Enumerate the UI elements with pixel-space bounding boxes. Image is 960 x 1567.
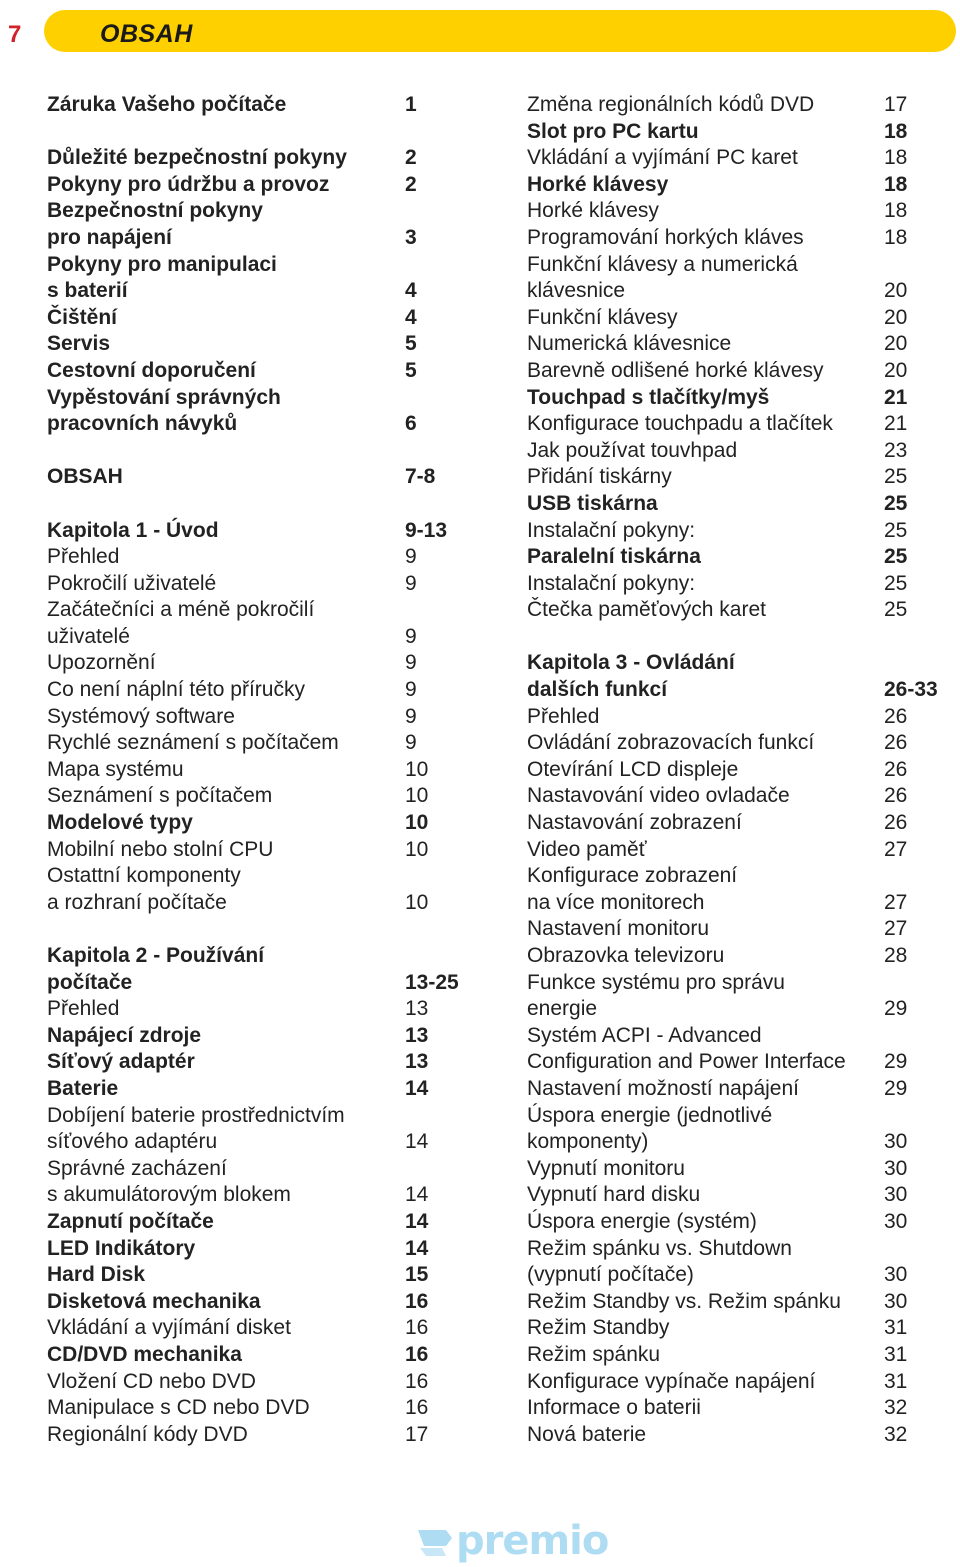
- toc-entry-page: 18: [884, 172, 908, 196]
- toc-entry: [47, 145, 477, 172]
- toc-entry-page: 25: [884, 465, 908, 489]
- toc-entry-label: Manipulace s CD nebo DVD: [47, 1396, 310, 1420]
- toc-entry-page: 10: [405, 757, 429, 781]
- toc-entry: [527, 1182, 947, 1209]
- toc-entry: [527, 491, 947, 518]
- toc-entry-page: 21: [884, 385, 908, 409]
- toc-entry-label: Čištění: [47, 305, 118, 329]
- toc-entry-label: OBSAH: [47, 465, 123, 489]
- toc-entry-label: LED Indikátory: [47, 1236, 196, 1260]
- toc-entry: [47, 650, 477, 677]
- toc-entry: [527, 385, 947, 412]
- toc-entry-label: pracovních návyků: [47, 412, 238, 436]
- toc-entry-label: počítače: [47, 970, 133, 994]
- toc-entry: [527, 597, 947, 624]
- toc-entry: [47, 783, 477, 810]
- toc-entry: [527, 996, 947, 1023]
- toc-entry-label: síťového adaptéru: [47, 1130, 218, 1154]
- toc-entry-label: Horké klávesy: [527, 172, 669, 196]
- toc-entry-label: Instalační pokyny:: [527, 571, 696, 595]
- toc-entry-label: Úspora energie (systém): [527, 1209, 757, 1233]
- toc-entry: [527, 704, 947, 731]
- toc-entry-page: 30: [884, 1156, 908, 1180]
- toc-entry-page: 28: [884, 944, 908, 967]
- toc-entry: [527, 916, 947, 943]
- toc-entry-page: 14: [405, 1076, 429, 1100]
- toc-entry-page: 32: [884, 1422, 908, 1446]
- toc-entry: [47, 1422, 477, 1449]
- toc-entry: [47, 837, 477, 864]
- toc-entry-page: 27: [884, 890, 908, 914]
- toc-entry-page: 23: [884, 438, 908, 462]
- toc-entry-page: 26: [884, 704, 908, 728]
- toc-entry: [47, 1156, 477, 1183]
- toc-entry: [47, 1262, 477, 1289]
- toc-entry-page: 9: [405, 678, 417, 702]
- toc-entry-label: Konfigurace touchpadu a tlačítek: [527, 412, 833, 436]
- toc-entry-page: 14: [405, 1236, 429, 1260]
- toc-entry: [527, 1156, 947, 1183]
- toc-entry-label: Kapitola 3 - Ovládání: [527, 651, 735, 675]
- toc-entry-label: Co není náplní této příručky: [47, 678, 305, 702]
- toc-entry: [47, 970, 477, 997]
- toc-entry: [47, 1182, 477, 1209]
- toc-entry: [47, 518, 477, 545]
- toc-entry-page: 5: [405, 358, 417, 382]
- toc-entry: [527, 464, 947, 491]
- toc-entry-page: 9-13: [405, 518, 448, 542]
- toc-entry-label: Nastavování zobrazení: [527, 811, 742, 835]
- toc-entry-label: Paralelní tiskárna: [527, 545, 701, 569]
- toc-entry: [527, 305, 947, 332]
- toc-entry-page: 20: [884, 358, 908, 382]
- toc-entry-label: Video paměť: [527, 837, 647, 861]
- toc-entry-page: 9: [405, 731, 417, 755]
- toc-entry: [47, 1289, 477, 1316]
- toc-entry: [527, 624, 947, 651]
- toc-entry: [527, 571, 947, 598]
- toc-entry-page: 15: [405, 1263, 429, 1287]
- toc-entry: [527, 1076, 947, 1103]
- toc-entry-label: Systémový software: [47, 704, 235, 728]
- toc-entry: [47, 1395, 477, 1422]
- toc-entry-page: 31: [884, 1316, 908, 1340]
- toc-entry-page: 26-33: [884, 678, 938, 702]
- toc-entry: [527, 730, 947, 757]
- toc-entry: [47, 198, 477, 225]
- toc-entry-page: 30: [884, 1209, 908, 1233]
- toc-entry-page: 9: [405, 704, 417, 728]
- toc-entry-page: 16: [405, 1369, 429, 1393]
- toc-entry-label: Rychlé seznámení s počítačem: [47, 731, 339, 755]
- toc-entry-label: Instalační pokyny:: [527, 518, 696, 542]
- toc-entry-label: Touchpad s tlačítky/myš: [527, 385, 770, 409]
- toc-entry: [527, 145, 947, 172]
- toc-entry-page: 1: [405, 93, 417, 116]
- toc-entry: [527, 438, 947, 465]
- toc-entry-label: dalších funkcí: [527, 678, 668, 702]
- toc-entry-label: s akumulátorovým blokem: [47, 1183, 291, 1207]
- toc-entry: [527, 278, 947, 305]
- toc-entry-label: Napájecí zdroje: [47, 1023, 202, 1047]
- toc-entry-page: 16: [405, 1289, 429, 1313]
- toc-entry: [47, 278, 477, 305]
- toc-entry-page: 4: [405, 305, 417, 329]
- toc-entry: [527, 890, 947, 917]
- toc-entry: [47, 92, 477, 119]
- logo-wordmark: premio: [456, 1518, 609, 1564]
- toc-entry-label: Mobilní nebo stolní CPU: [47, 837, 274, 861]
- toc-entry-page: 10: [405, 811, 429, 835]
- toc-entry: [527, 1209, 947, 1236]
- toc-entry: [47, 890, 477, 917]
- toc-entry: [527, 544, 947, 571]
- toc-entry-page: 10: [405, 837, 429, 861]
- toc-entry: [47, 704, 477, 731]
- toc-entry-page: 14: [405, 1209, 429, 1233]
- toc-entry: [47, 1315, 477, 1342]
- toc-entry: [47, 464, 477, 491]
- toc-entry-page: 30: [884, 1289, 908, 1313]
- toc-entry-label: Pokročilí uživatelé: [47, 571, 217, 595]
- toc-entry-page: 13: [405, 1050, 429, 1074]
- toc-entry-label: USB tiskárna: [527, 491, 658, 515]
- toc-entry: [47, 358, 477, 385]
- toc-entry-label: Vkládání a vyjímání disket: [47, 1316, 291, 1340]
- toc-entry: [527, 1289, 947, 1316]
- toc-entry: [527, 783, 947, 810]
- toc-entry: [47, 677, 477, 704]
- toc-entry-label: Změna regionálních kódů DVD: [527, 93, 815, 116]
- toc-entry: [527, 411, 947, 438]
- toc-entry-label: Síťový adaptér: [47, 1050, 195, 1074]
- footer-logo: [416, 1518, 609, 1566]
- toc-entry-label: Zapnutí počítače: [47, 1209, 214, 1233]
- toc-entry: [47, 544, 477, 571]
- toc-entry-page: 9: [405, 571, 417, 595]
- toc-entry-page: 13: [405, 1023, 429, 1047]
- toc-entry-label: Vkládání a vyjímání PC karet: [527, 146, 798, 170]
- toc-entry-label: Jak používat touvhpad: [527, 438, 738, 462]
- toc-entry: [47, 571, 477, 598]
- toc-entry: [47, 597, 477, 624]
- toc-entry-page: 18: [884, 225, 908, 249]
- toc-entry-label: Systém ACPI - Advanced: [527, 1023, 762, 1047]
- toc-entry-page: 32: [884, 1396, 908, 1420]
- toc-entry-label: Vypěstování správných: [47, 385, 281, 409]
- toc-entry-label: na více monitorech: [527, 890, 705, 914]
- toc-entry-page: 29: [884, 1050, 908, 1074]
- toc-entry-page: 4: [405, 279, 417, 303]
- toc-entry-label: Baterie: [47, 1076, 119, 1100]
- toc-entry: [527, 518, 947, 545]
- toc-entry-label: Nastavení monitoru: [527, 917, 710, 941]
- toc-entry: [527, 1369, 947, 1396]
- toc-entry-label: Režim Standby: [527, 1316, 670, 1340]
- toc-entry-page: 26: [884, 784, 908, 808]
- toc-entry-page: 29: [884, 1076, 908, 1100]
- toc-entry-page: 14: [405, 1183, 429, 1207]
- toc-entry-label: Nastavení možností napájení: [527, 1076, 799, 1100]
- toc-entry: [47, 225, 477, 252]
- toc-entry-page: 25: [884, 491, 908, 515]
- toc-entry-label: Přehled: [47, 997, 120, 1021]
- toc-entry-label: Přehled: [527, 704, 600, 728]
- toc-entry: [527, 1023, 947, 1050]
- toc-entry-page: 17: [884, 93, 908, 116]
- toc-entry: [47, 1076, 477, 1103]
- toc-entry-label: Vložení CD nebo DVD: [47, 1369, 256, 1393]
- toc-entry: [47, 996, 477, 1023]
- toc-entry: [47, 438, 477, 465]
- toc-entry: [47, 943, 477, 970]
- toc-entry-page: 16: [405, 1316, 429, 1340]
- toc-entry: [47, 305, 477, 332]
- toc-entry-label: pro napájení: [47, 225, 172, 249]
- toc-entry-page: 9: [405, 651, 417, 675]
- toc-entry-label: Dobíjení baterie prostřednictvím: [47, 1103, 345, 1127]
- toc-entry-page: 30: [884, 1183, 908, 1207]
- toc-entry-label: Informace o baterii: [527, 1396, 701, 1420]
- toc-entry: [47, 916, 477, 943]
- toc-entry-label: Záruka Vašeho počítače: [47, 93, 287, 116]
- toc-entry: [527, 225, 947, 252]
- toc-entry-page: 31: [884, 1342, 908, 1366]
- toc-entry-page: 25: [884, 545, 908, 569]
- toc-entry-page: 26: [884, 811, 908, 835]
- toc-entry-page: 18: [884, 119, 908, 143]
- toc-entry-label: Horké klávesy: [527, 199, 659, 223]
- toc-entry: [527, 198, 947, 225]
- toc-entry: [527, 1315, 947, 1342]
- toc-entry-label: a rozhraní počítače: [47, 890, 227, 914]
- toc-entry-label: Servis: [47, 332, 111, 356]
- toc-entry-label: Pokyny pro manipulaci: [47, 252, 277, 276]
- toc-entry-page: 27: [884, 837, 908, 861]
- toc-entry-label: Začátečníci a méně pokročilí: [47, 598, 315, 622]
- toc-entry: [47, 119, 477, 146]
- toc-entry-label: Numerická klávesnice: [527, 332, 732, 356]
- toc-entry-page: 14: [405, 1130, 429, 1154]
- toc-entry: [47, 1103, 477, 1130]
- toc-entry-label: Modelové typy: [47, 811, 193, 835]
- toc-entry-label: Barevně odlišené horké klávesy: [527, 358, 824, 382]
- toc-entry: [47, 810, 477, 837]
- toc-entry-page: 29: [884, 997, 908, 1021]
- toc-entry-page: 5: [405, 332, 417, 356]
- toc-entry: [47, 624, 477, 651]
- toc-entry-label: Konfigurace vypínače napájení: [527, 1369, 816, 1393]
- toc-entry: [527, 1262, 947, 1289]
- toc-entry-label: s baterií: [47, 279, 128, 303]
- toc-entry-label: Hard Disk: [47, 1263, 146, 1287]
- toc-entry-label: Režim spánku: [527, 1342, 661, 1366]
- toc-entry-label: Nová baterie: [527, 1422, 647, 1446]
- toc-entry-page: 7-8: [405, 465, 436, 489]
- toc-entry-label: Regionální kódy DVD: [47, 1422, 248, 1446]
- toc-entry-label: Úspora energie (jednotlivé: [527, 1103, 773, 1127]
- toc-entry-label: (vypnutí počítače): [527, 1263, 694, 1287]
- toc-entry-page: 16: [405, 1342, 429, 1366]
- toc-entry: [527, 1342, 947, 1369]
- toc-entry-label: Upozornění: [47, 651, 156, 675]
- toc-entry-label: komponenty): [527, 1130, 649, 1154]
- toc-entry-label: Konfigurace zobrazení: [527, 864, 738, 888]
- toc-entry-page: 21: [884, 412, 908, 436]
- toc-entry-label: Správné zacházení: [47, 1156, 227, 1180]
- toc-entry: [47, 1049, 477, 1076]
- toc-entry: [47, 331, 477, 358]
- toc-entry-label: Obrazovka televizoru: [527, 944, 725, 967]
- toc-entry: [527, 943, 947, 970]
- toc-entry: [527, 331, 947, 358]
- toc-entry-page: 25: [884, 518, 908, 542]
- toc-entry-page: 20: [884, 305, 908, 329]
- toc-entry-label: Režim spánku vs. Shutdown: [527, 1236, 792, 1260]
- toc-entry-label: Vypnutí monitoru: [527, 1156, 685, 1180]
- toc-entry-label: Kapitola 2 - Používání: [47, 944, 265, 967]
- toc-entry-page: 31: [884, 1369, 908, 1393]
- toc-entry-page: 13: [405, 997, 429, 1021]
- toc-entry-page: 25: [884, 598, 908, 622]
- toc-entry-label: Přehled: [47, 545, 120, 569]
- toc-entry: [47, 863, 477, 890]
- toc-entry: [47, 1209, 477, 1236]
- premio-logo-mark-icon: [416, 1526, 456, 1562]
- toc-entry-page: 13-25: [405, 970, 459, 994]
- toc-entry: [527, 358, 947, 385]
- toc-entry-label: Kapitola 1 - Úvod: [47, 518, 219, 542]
- toc-entry-label: energie: [527, 997, 598, 1021]
- toc-entry-page: 26: [884, 731, 908, 755]
- toc-entry-label: Čtečka paměťových karet: [527, 598, 766, 622]
- toc-entry-label: Ovládání zobrazovacích funkcí: [527, 731, 815, 755]
- toc-entry-label: Vypnutí hard disku: [527, 1183, 701, 1207]
- toc-entry-label: uživatelé: [47, 624, 130, 648]
- toc-entry-label: Configuration and Power Interface: [527, 1050, 846, 1074]
- toc-entry: [527, 1236, 947, 1263]
- toc-entry: [527, 1395, 947, 1422]
- toc-entry-page: 2: [405, 172, 417, 196]
- toc-entry-label: CD/DVD mechanika: [47, 1342, 242, 1366]
- toc-entry-page: 20: [884, 279, 908, 303]
- toc-entry-label: klávesnice: [527, 279, 626, 303]
- toc-entry: [527, 837, 947, 864]
- toc-entry-label: Cestovní doporučení: [47, 358, 256, 382]
- toc-entry-label: Nastavování video ovladače: [527, 784, 790, 808]
- toc-entry: [527, 757, 947, 784]
- toc-entry: [527, 172, 947, 199]
- toc-entry: [47, 1023, 477, 1050]
- toc-entry-label: Důležité bezpečnostní pokyny: [47, 146, 347, 170]
- toc-entry: [47, 1129, 477, 1156]
- toc-entry: [527, 1049, 947, 1076]
- toc-entry-page: 9: [405, 624, 417, 648]
- toc-entry: [527, 1422, 947, 1449]
- toc-entry: [47, 1236, 477, 1263]
- toc-entry: [47, 385, 477, 412]
- page-number: 7: [8, 21, 22, 48]
- toc-entry: [527, 1129, 947, 1156]
- toc-entry: [527, 970, 947, 997]
- toc-entry-page: 30: [884, 1263, 908, 1287]
- toc-entry-label: Bezpečnostní pokyny: [47, 199, 263, 223]
- toc-entry: [47, 757, 477, 784]
- page-title: OBSAH: [100, 20, 193, 48]
- toc-entry-label: Seznámení s počítačem: [47, 784, 273, 808]
- toc-entry-label: Disketová mechanika: [47, 1289, 261, 1313]
- toc-entry-page: 18: [884, 199, 908, 223]
- toc-entry-page: 16: [405, 1396, 429, 1420]
- toc-entry-page: 17: [405, 1422, 429, 1446]
- toc-entry: [527, 650, 947, 677]
- toc-entry-label: Ostattní komponenty: [47, 864, 241, 888]
- toc-entry-label: Režim Standby vs. Režim spánku: [527, 1289, 841, 1313]
- toc-entry-page: 10: [405, 784, 429, 808]
- toc-entry-label: Pokyny pro údržbu a provoz: [47, 172, 330, 196]
- toc-entry-page: 20: [884, 332, 908, 356]
- toc-entry-page: 2: [405, 146, 417, 170]
- toc-entry-label: Přidání tiskárny: [527, 465, 672, 489]
- toc-entry: [47, 1342, 477, 1369]
- toc-entry-label: Slot pro PC kartu: [527, 119, 699, 143]
- toc-entry-label: Funkční klávesy: [527, 305, 678, 329]
- toc-entry-label: Funkční klávesy a numerická: [527, 252, 798, 276]
- toc-left-column: [47, 92, 477, 1448]
- toc-entry-page: 10: [405, 890, 429, 914]
- toc-entry: [527, 252, 947, 279]
- toc-entry: [47, 252, 477, 279]
- toc-entry-label: Programování horkých kláves: [527, 225, 804, 249]
- toc-entry: [527, 810, 947, 837]
- toc-entry: [47, 730, 477, 757]
- toc-entry: [527, 119, 947, 146]
- toc-entry-page: 25: [884, 571, 908, 595]
- toc-entry: [47, 1369, 477, 1396]
- toc-entry-label: Otevírání LCD displeje: [527, 757, 739, 781]
- toc-entry-label: Mapa systému: [47, 757, 184, 781]
- toc-entry: [47, 172, 477, 199]
- toc-entry: [527, 1103, 947, 1130]
- toc-entry-page: 9: [405, 545, 417, 569]
- toc-entry-page: 3: [405, 225, 417, 249]
- toc-entry-page: 6: [405, 412, 417, 436]
- toc-entry: [527, 677, 947, 704]
- toc-entry: [47, 411, 477, 438]
- toc-entry-page: 30: [884, 1130, 908, 1154]
- toc-entry: [47, 491, 477, 518]
- toc-entry: [527, 92, 947, 119]
- toc-entry-page: 18: [884, 146, 908, 170]
- toc-entry-label: Funkce systému pro správu: [527, 970, 785, 994]
- toc-entry-page: 27: [884, 917, 908, 941]
- toc-entry-page: 26: [884, 757, 908, 781]
- toc-right-column: [527, 92, 947, 1448]
- toc-entry: [527, 863, 947, 890]
